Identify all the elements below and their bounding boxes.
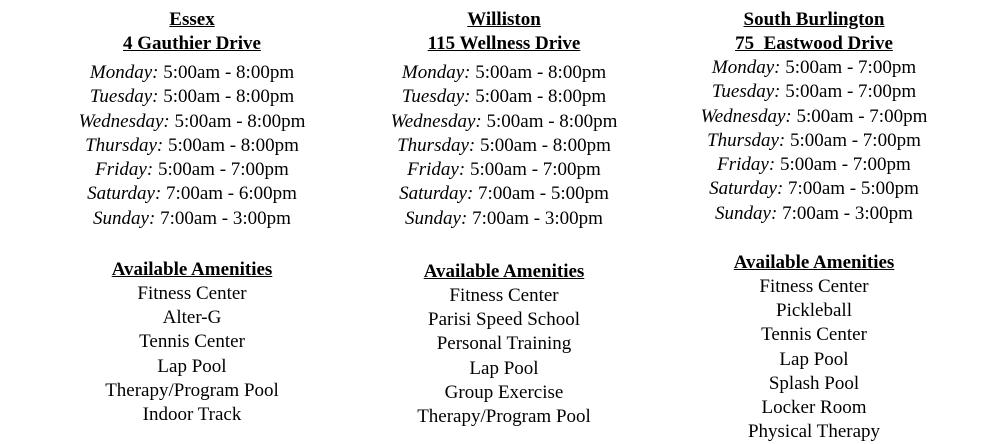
hours-row-thursday [364, 134, 644, 158]
day-label: Sunday: [405, 207, 468, 229]
day-label: Monday: [89, 62, 159, 83]
day-label: Friday: [95, 159, 154, 181]
amenity-item: Personal Training [436, 333, 572, 355]
hours-list [364, 61, 644, 231]
time-range: 5:00am - 7:00pm [153, 159, 289, 181]
time-range: 5:00am - 8:00pm [163, 134, 299, 156]
time-range: 5:00am - 7:00pm [780, 57, 917, 78]
hours-row-thursday [52, 134, 332, 158]
hours-row-saturday [674, 177, 954, 201]
day-label: Wednesday: [700, 105, 792, 127]
amenity-item: Fitness Center [759, 276, 869, 297]
day-label: Tuesday: [711, 81, 781, 103]
hours-row-sunday [52, 207, 332, 231]
time-range: 5:00am - 7:00pm [780, 81, 917, 103]
time-range: 5:00am - 7:00pm [775, 154, 911, 176]
day-label: Saturday: [399, 183, 474, 205]
time-range: 7:00am - 5:00pm [473, 183, 609, 205]
amenity-item: Splash Pool [768, 372, 860, 394]
time-range: 5:00am - 8:00pm [169, 110, 306, 132]
location-column-williston [364, 8, 644, 428]
location-address: 115 Wellness Drive [427, 33, 581, 54]
day-label: Tuesday: [401, 86, 471, 108]
amenity-item: Lap Pool [779, 348, 849, 370]
hours-row-monday [674, 56, 954, 80]
amenity-item: Therapy/Program Pool [105, 379, 279, 401]
hours-list [52, 61, 332, 231]
amenity-item: Parisi Speed School [428, 309, 580, 331]
amenity-item: Alter-G [162, 307, 222, 329]
time-range: 7:00am - 6:00pm [161, 183, 297, 205]
day-label: Saturday: [87, 183, 162, 205]
amenity-item: Indoor Track [142, 404, 242, 426]
amenity-item: Pickleball [776, 300, 852, 322]
amenity-item: Fitness Center [449, 285, 559, 306]
time-range: 5:00am - 8:00pm [470, 86, 607, 108]
amenity-item: Fitness Center [137, 283, 247, 304]
hours-row-monday [364, 61, 644, 85]
hours-row-thursday [674, 129, 954, 153]
day-label: Monday: [401, 62, 471, 83]
amenities-heading: Available Amenities [733, 252, 895, 273]
hours-row-sunday [364, 207, 644, 231]
location-name: Essex [169, 9, 215, 30]
location-address: 75 Eastwood Drive [735, 33, 893, 54]
location-name: Williston [467, 9, 541, 30]
time-range: 7:00am - 5:00pm [783, 178, 919, 200]
hours-row-friday [52, 158, 332, 182]
hours-row-tuesday [52, 85, 332, 109]
amenity-item: Therapy/Program Pool [417, 406, 591, 428]
amenity-item: Lap Pool [157, 355, 227, 377]
hours-row-friday [674, 153, 954, 177]
hours-row-tuesday [674, 80, 954, 104]
hours-row-tuesday [364, 85, 644, 109]
time-range: 7:00am - 3:00pm [155, 207, 291, 229]
hours-row-monday [52, 61, 332, 85]
amenities-block [52, 258, 332, 427]
time-range: 5:00am - 8:00pm [158, 62, 295, 83]
hours-row-sunday [674, 202, 954, 226]
hours-row-saturday [52, 182, 332, 206]
location-column-south-burlington [674, 8, 954, 443]
time-range: 5:00am - 7:00pm [791, 105, 928, 127]
amenities-block [364, 260, 644, 429]
day-label: Sunday: [93, 207, 156, 229]
time-range: 5:00am - 7:00pm [785, 129, 921, 151]
time-range: 5:00am - 8:00pm [158, 86, 295, 108]
day-label: Thursday: [707, 129, 786, 151]
day-label: Saturday: [709, 178, 784, 200]
day-label: Monday: [711, 57, 781, 78]
day-label: Tuesday: [89, 86, 159, 108]
hours-row-wednesday [364, 110, 644, 134]
hours-row-wednesday [674, 105, 954, 129]
day-label: Wednesday: [78, 110, 170, 132]
hours-list [674, 56, 954, 226]
time-range: 5:00am - 7:00pm [465, 159, 601, 181]
location-name: South Burlington [743, 9, 885, 30]
hours-row-wednesday [52, 110, 332, 134]
day-label: Thursday: [85, 134, 164, 156]
time-range: 5:00am - 8:00pm [481, 110, 618, 132]
hours-row-saturday [364, 182, 644, 206]
amenities-block [674, 251, 954, 444]
amenity-item: Physical Therapy [747, 421, 881, 443]
day-label: Friday: [717, 154, 776, 176]
day-label: Friday: [407, 159, 466, 181]
location-address: 4 Gauthier Drive [123, 33, 261, 54]
location-column-essex [52, 8, 332, 426]
time-range: 7:00am - 3:00pm [777, 202, 913, 224]
amenities-heading: Available Amenities [423, 261, 585, 282]
amenity-item: Lap Pool [469, 357, 539, 379]
day-label: Wednesday: [390, 110, 482, 132]
time-range: 7:00am - 3:00pm [467, 207, 603, 229]
day-label: Thursday: [397, 134, 476, 156]
time-range: 5:00am - 8:00pm [470, 62, 607, 83]
amenity-item: Locker Room [761, 397, 867, 419]
time-range: 5:00am - 8:00pm [475, 134, 611, 156]
amenity-item: Group Exercise [444, 381, 564, 403]
amenities-heading: Available Amenities [111, 259, 273, 280]
day-label: Sunday: [715, 202, 778, 224]
amenity-item: Tennis Center [139, 331, 245, 353]
hours-row-friday [364, 158, 644, 182]
amenity-item: Tennis Center [761, 324, 867, 346]
